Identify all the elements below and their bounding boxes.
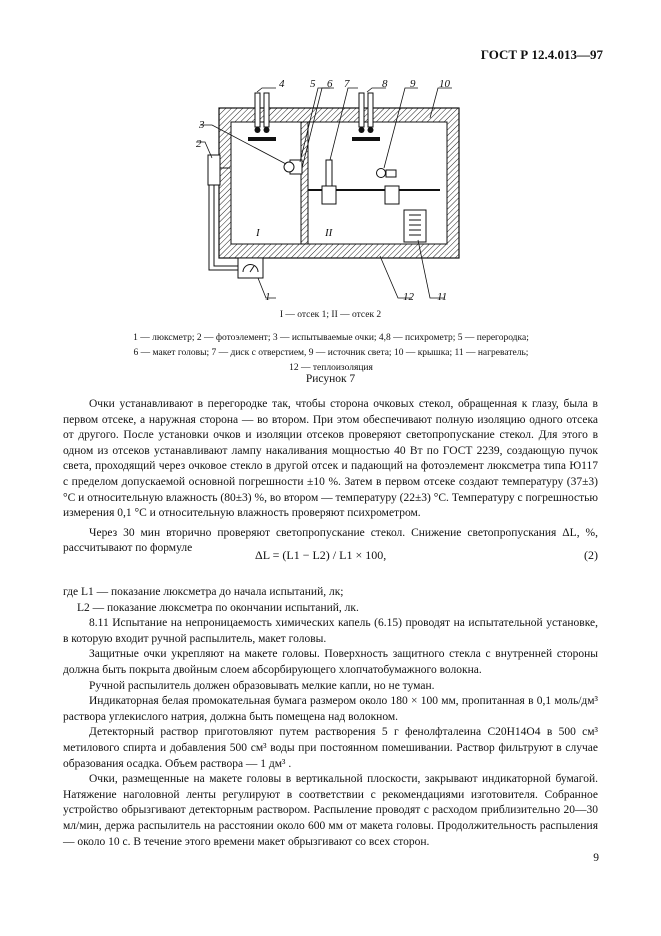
document-header: ГОСТ Р 12.4.013—97 [480, 47, 603, 62]
fig-label: 3 [199, 119, 205, 131]
fig-label: 10 [439, 78, 450, 90]
fig-label: 6 [327, 78, 333, 90]
where-line: L2 — показание люксметра по окончании испытаний, лк. [77, 601, 359, 614]
compartment-label: II [325, 227, 333, 239]
head-model-icon [284, 160, 302, 174]
where-line: где L1 — показание люксметра до начала испытаний, лк; [63, 586, 344, 598]
luxmeter-icon [238, 258, 263, 278]
figure-7-diagram [0, 0, 661, 340]
fig-label: 5 [310, 78, 316, 90]
fig-label: 4 [279, 78, 285, 90]
figure-title: Рисунок 7 [305, 373, 356, 385]
heater-icon [404, 210, 426, 242]
paragraph: 8.11 Испытание на непроницаемость химических капель (6.15) проводят на испытательной установке, в которую входит ручной распылитель, макет головы. [63, 617, 598, 645]
body-text-2 [63, 585, 598, 850]
fig-label: 11 [437, 291, 448, 303]
fig-label: 1 [265, 291, 271, 303]
paragraph: Очки устанавливают в перегородке так, чтобы сторона очковых стекол, обращенная к глазу, была в первом отсеке, а наружная сторона — во втором. При этом обеспечивают полную изоляцию одного отсека от другого. После установки очков и изоляции отсеков проверяют светопропускание стекол. Для этого в одном из отсеков устанавливают лампу накаливания мощностью 40 Вт по ГОСТ 2239, создающую пучок света, проходящий через очковое стекло в другой отсек и падающий на фотоэлемент люксметра типа Ю117 с пределом допускаемой основной погрешности ±10 %. Затем в первом отсеке создают температуру (37±3) °С и относительную влажность (80±3) %, во втором — температуру (22±3) °С. Температуру с погрешностью измерения 0,1 °С и относительную влажность проверяют психрометром. [63, 398, 598, 520]
fig-label: 8 [382, 78, 388, 90]
figure-caption: I — отсек 1; II — отсек 2 [279, 310, 382, 320]
page-number: 9 [593, 852, 599, 864]
body-text-1 [63, 397, 598, 557]
paragraph: Очки, размещенные на макете головы в вертикальной плоскости, закрывают индикаторной бумагой. Натяжение наголовной ленты регулируют в соответствии с рекомендациями изготовителя. Собранное устройство обрызгивают детекторным раствором. Распыление проводят с расходом приблизительно 20—30 мл/мин, держа распылитель на расстоянии около 600 мм от макета головы. Продолжительность распыления — около 10 с. В течение этого времени макет обрызгивают со всех сторон. [63, 773, 598, 848]
fig-label: 12 [403, 291, 414, 303]
fig-label: 2 [196, 138, 202, 150]
fig-label: 7 [344, 78, 350, 90]
paragraph: Индикаторная белая промокательная бумага размером около 180 × 100 мм, пропитанная в 0,1 моль/дм³ раствора углекислого натрия, должна быть помещена над волокном. [63, 695, 598, 723]
paragraph: Защитные очки укрепляют на макете головы. Поверхность защитного стекла с внутренней стороны должна быть покрыта двойным слоем абсорбирующего хлопчатобумажного волокна. [63, 648, 598, 676]
paragraph: Через 30 мин вторично проверяют светопропускание стекол. Снижение светопропускания ΔL, %, рассчитывают по формуле [63, 526, 598, 555]
paragraph: Детекторный раствор приготовляют путем растворения 5 г фенолфталеина C20H14O4 в 500 см³ метилового спирта и добавления 500 см³ воды при постоянном помешивании. Раствор фильтруют в случае образования осадка. Объем раствора — 1 дм³ . [63, 726, 598, 770]
compartment-label: I [256, 227, 260, 239]
paragraph: Ручной распылитель должен образовывать мелкие капли, но не туман. [89, 679, 435, 692]
fig-label: 9 [410, 78, 416, 90]
figure-legend: 1 — люксметр; 2 — фотоэлемент; 3 — испытываемые очки; 4,8 — психрометр; 5 — перегородка; 6 — макет головы; 7 — диск с отверстием, 9 — источник света; 10 — крышка; 11 — нагреватель; 12 — теплоизоляция [133, 333, 529, 373]
